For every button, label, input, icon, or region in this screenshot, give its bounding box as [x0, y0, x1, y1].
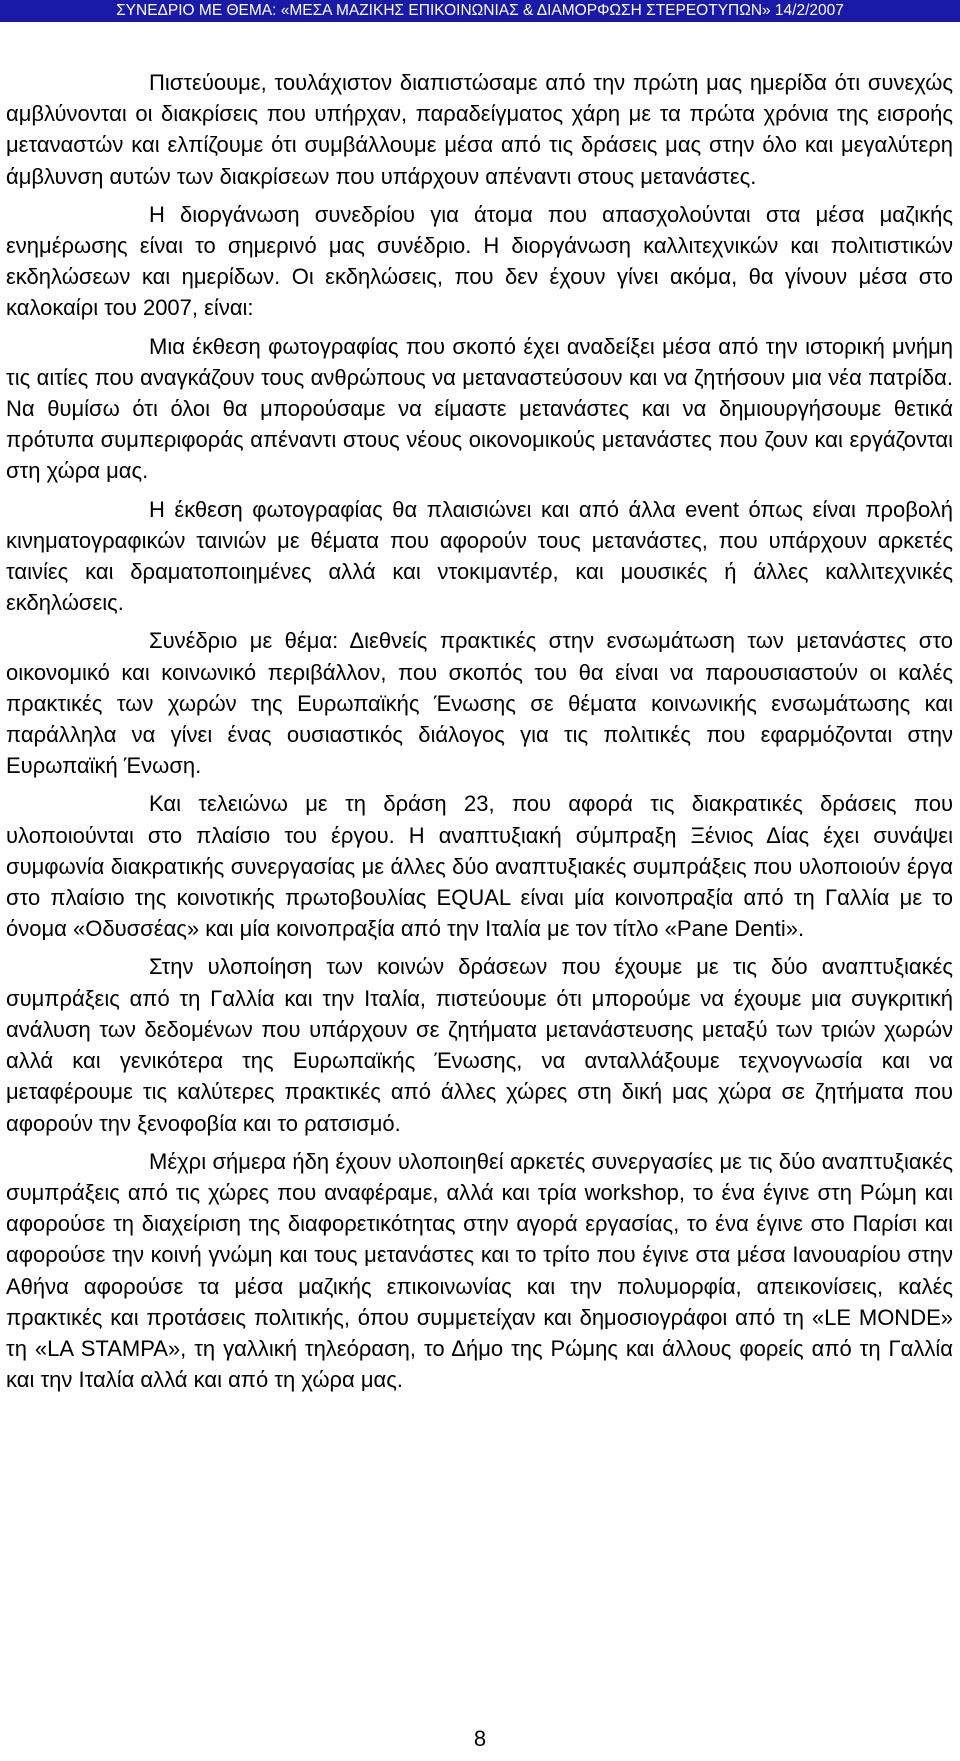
paragraph: Η διοργάνωση συνεδρίου για άτομα που απασχολούνται στα μέσα μαζικής ενημέρωσης είναι το σημερινό μας συνέδριο. Η διοργάνωση καλλιτεχνικών και πολιτιστικών εκδηλώσεων και ημερίδων. Οι εκδηλώσεις, που δεν έχουν γίνει ακόμα, θα γίνουν μέσα στο καλοκαίρι του 2007, είναι: [6, 201, 953, 321]
body-text [6, 67, 953, 1402]
running-header [0, 0, 960, 22]
paragraph: Συνέδριο με θέμα: Διεθνείς πρακτικές στην ενσωμάτωση των μετανάστες στο οικονομικό και κοινωνικό περιβάλλον, που σκοπός του θα είναι να παρουσιαστούν οι καλές πρακτικές των χωρών της Ευρωπαϊκής Ένωσης σε θέματα κοινωνικής ενσωμάτωσης και παράλληλα να γίνει ένας ουσιαστικός διάλογος για τις πολιτικές που εφαρμόζονται στην Ευρωπαϊκή Ένωση. [6, 628, 953, 779]
paragraph: Στην υλοποίηση των κοινών δράσεων που έχουμε με τις δύο αναπτυξιακές συμπράξεις από τη Γαλλία και την Ιταλία, πιστεύουμε ότι μπορούμε να έχουμε μια συγκριτική ανάλυση των δεδομένων που υπάρχουν σε ζητήματα μετανάστευσης μεταξύ των τριών χωρών αλλά και γενικότερα της Ευρωπαϊκής Ένωσης, να ανταλλάξουμε τεχνογνωσία και να μεταφέρουμε τις καλύτερες πρακτικές από άλλες χώρες στη δική μας χώρα σε ζητήματα που αφορούν την ξενοφοβία και το ρατσισμό. [6, 954, 953, 1136]
paragraph: Η έκθεση φωτογραφίας θα πλαισιώνει και από άλλα event όπως είναι προβολή κινηματογραφικών ταινιών με θέματα που αφορούν τους μετανάστες, που υπάρχουν αρκετές ταινίες και δραματοποιημένες αλλά και ντοκιμαντέρ, και μουσικές ή άλλες καλλιτεχνικές εκδηλώσεις. [6, 496, 953, 616]
page-number: 8 [473, 1726, 487, 1751]
paragraph: Μέχρι σήμερα ήδη έχουν υλοποιηθεί αρκετές συνεργασίες με τις δύο αναπτυξιακές συμπράξεις από τις χώρες που αναφέραμε, αλλά και τρία workshop, το ένα έγινε στη Ρώμη και αφορούσε τη διαχείριση της διαφορετικότητας στην αγορά εργασίας, το ένα έγινε στο Παρίσι και αφορούσε την κοινή γνώμη και τους μετανάστες και το τρίτο που έγινε στα μέσα Ιανουαρίου στην Αθήνα αφορούσε τα μέσα μαζικής επικοινωνίας και την πολυμορφία, απεικονίσεις, καλές πρακτικές και προτάσεις πολιτικής, όπου συμμετείχαν και δημοσιογράφοι από τη «LE MONDE» τη «LA STAMPA», τη γαλλική τηλεόραση, το Δήμο της Ρώμης και άλλους φορείς από τη Γαλλία και την Ιταλία αλλά και από τη χώρα μας. [6, 1148, 953, 1393]
running-header-title: ΣΥΝΕΔΡΙΟ ΜΕ ΘΕΜΑ: «ΜΕΣΑ ΜΑΖΙΚΗΣ ΕΠΙΚΟΙΝΩΝΙΑΣ & ΔΙΑΜΟΡΦΩΣΗ ΣΤΕΡΕΟΤΥΠΩΝ» 14/2/2007 [116, 2, 844, 19]
paragraph: Μια έκθεση φωτογραφίας που σκοπό έχει αναδείξει μέσα από την ιστορική μνήμη τις αιτίες που αναγκάζουν τους ανθρώπους να μεταναστεύσουν και να ζητήσουν μια νέα πατρίδα. Να θυμίσω ότι όλοι θα μπορούσαμε να είμαστε μετανάστες και να δημιουργήσουμε θετικά πρότυπα συμπεριφοράς απέναντι στους νέους οικονομικούς μετανάστες που ζουν και εργάζονται στη χώρα μας. [6, 333, 953, 484]
paragraph: Και τελειώνω με τη δράση 23, που αφορά τις διακρατικές δράσεις που υλοποιούνται στο πλαίσιο του έργου. Η αναπτυξιακή σύμπραξη Ξένιος Δίας έχει συνάψει συμφωνία διακρατικής συνεργασίας με άλλες δύο αναπτυξιακές συμπράξεις που υλοποιούν έργα στο πλαίσιο της κοινοτικής πρωτοβουλίας EQUAL είναι μία κοινοπραξία από τη Γαλλία με το όνομα «Οδυσσέας» και μία κοινοπραξία από την Ιταλία με τον τίτλο «Pane Denti». [6, 791, 953, 942]
paragraph: Πιστεύουμε, τουλάχιστον διαπιστώσαμε από την πρώτη μας ημερίδα ότι συνεχώς αμβλύνονται οι διακρίσεις που υπήρχαν, παραδείγματος χάρη με τα πρώτα χρόνια της εισροής μεταναστών και ελπίζουμε ότι συμβάλλουμε μέσα από τις δράσεις μας στην όλο και μεγαλύτερη άμβλυνση αυτών των διακρίσεων που υπάρχουν απέναντι στους μετανάστες. [6, 70, 953, 189]
